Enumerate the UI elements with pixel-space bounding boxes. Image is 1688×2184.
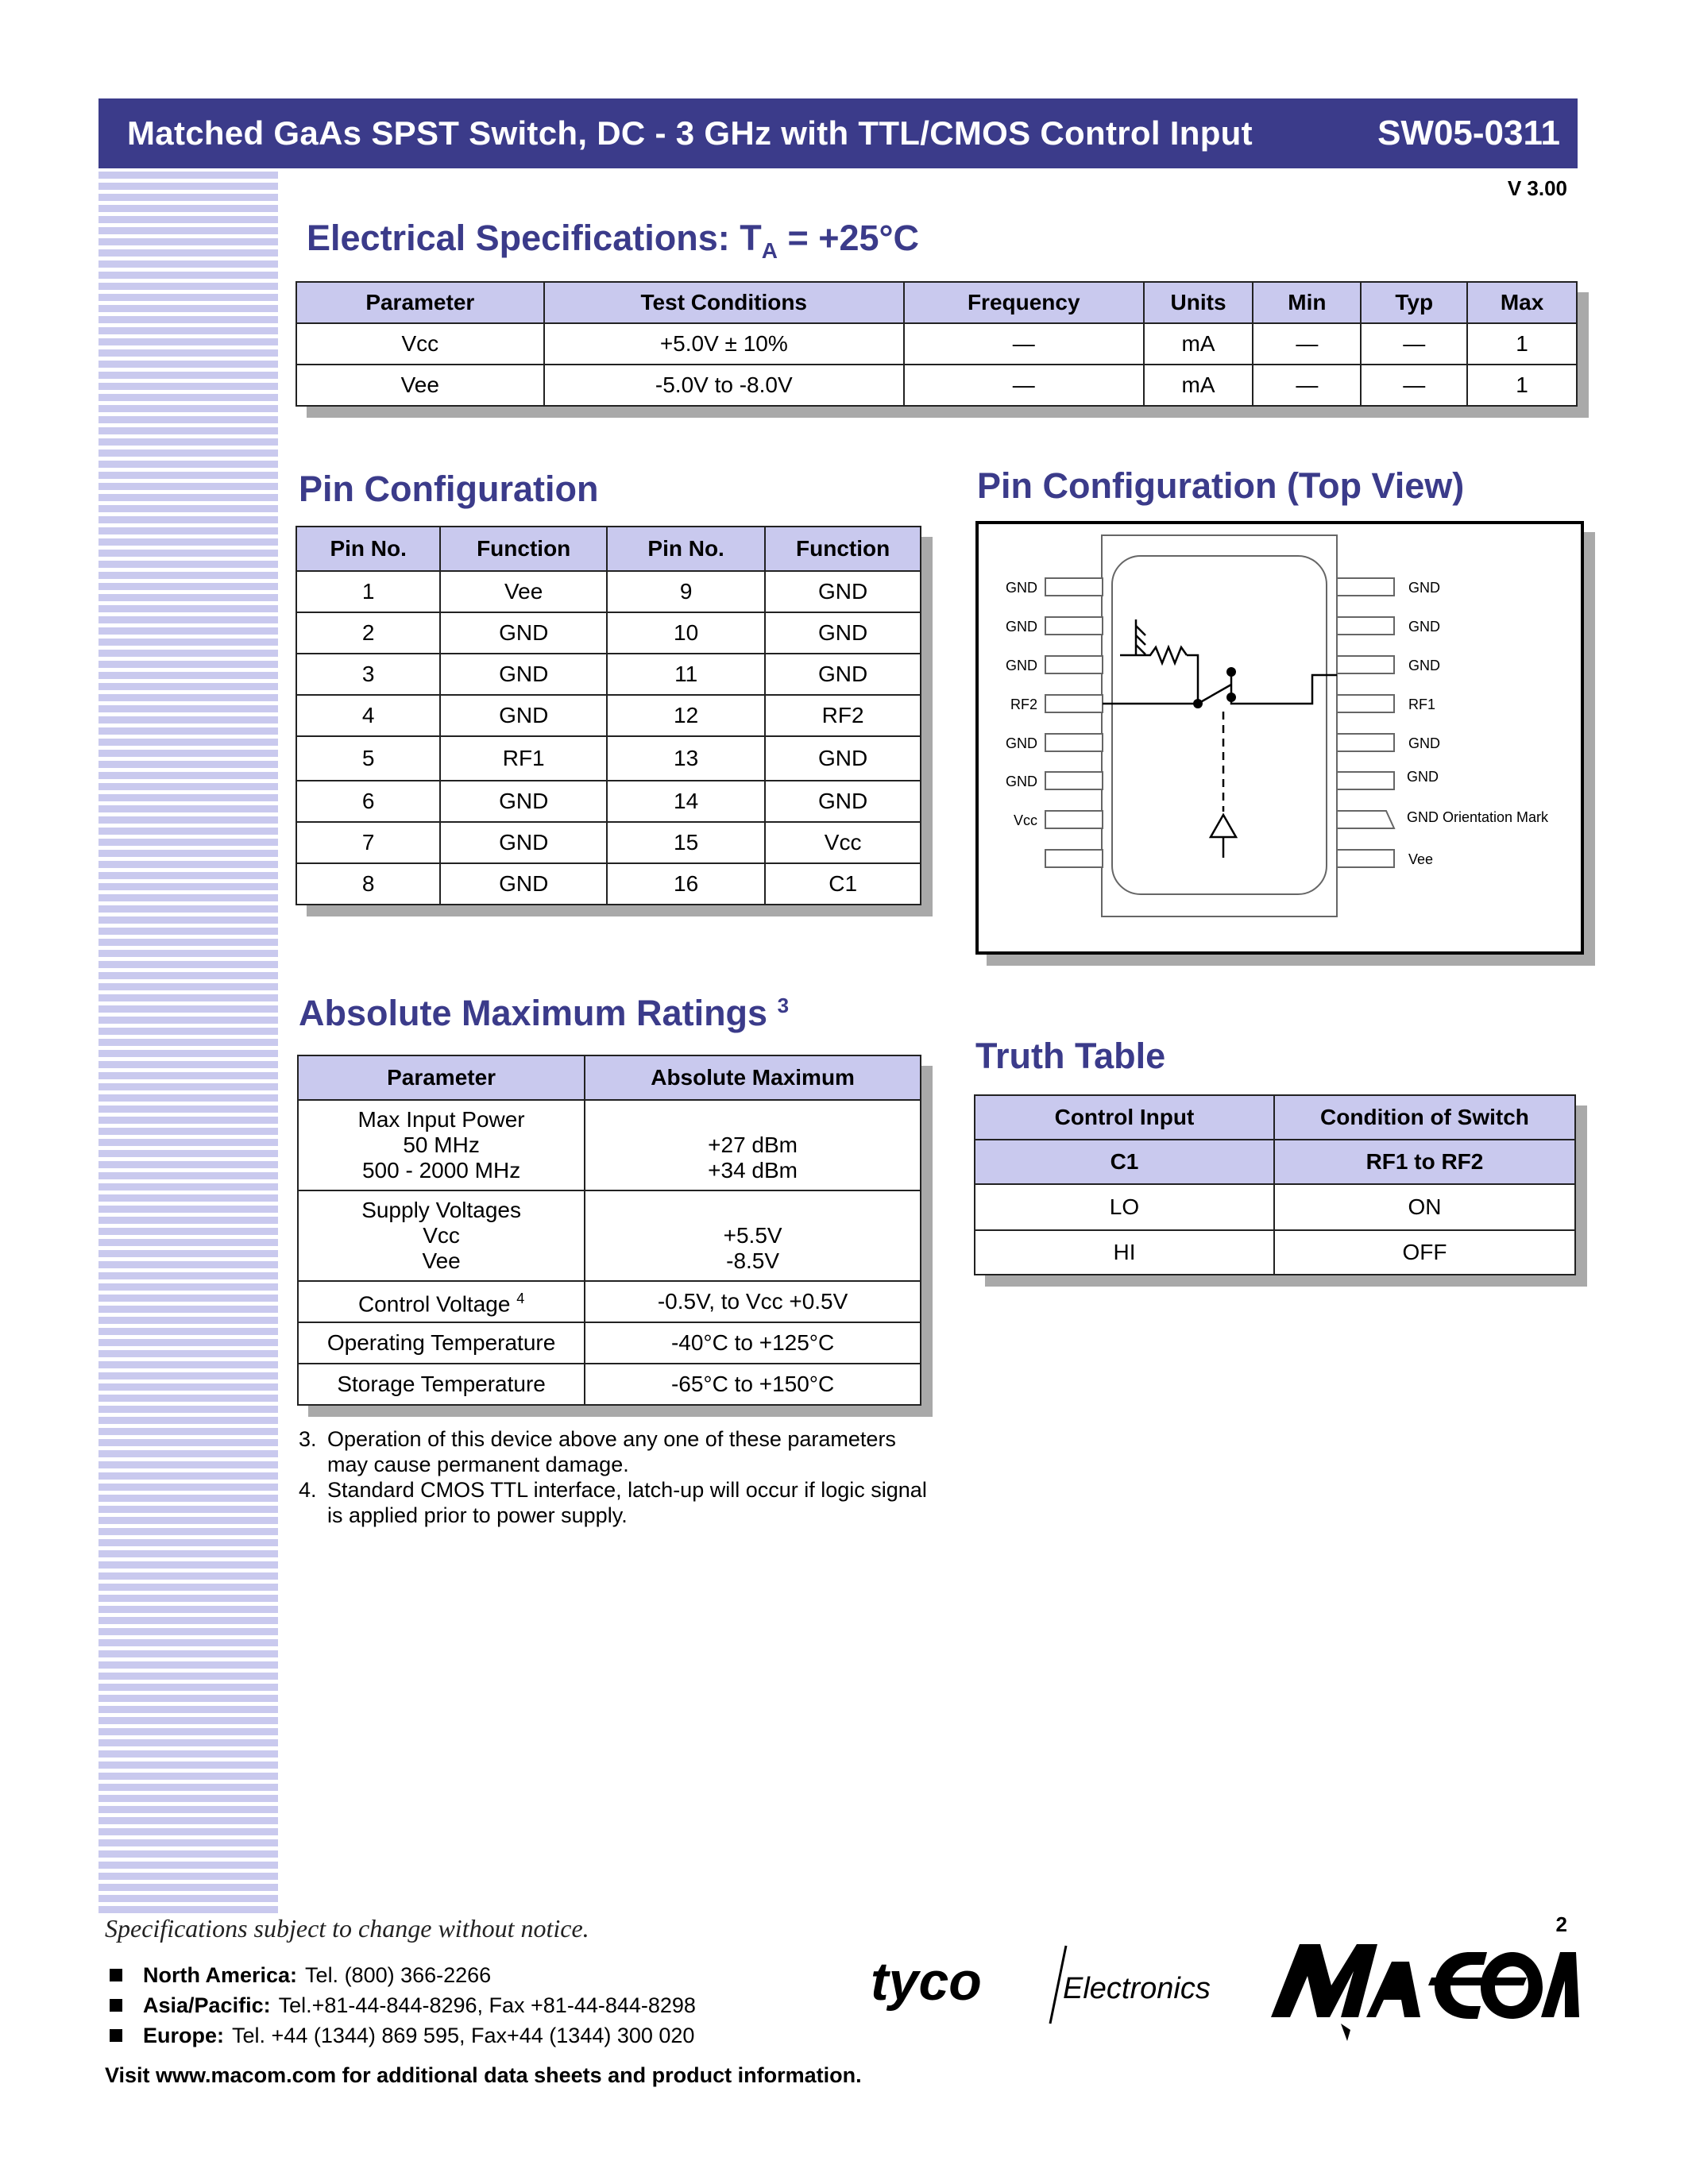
- table-cell: 5: [296, 736, 440, 781]
- pin-label: Vcc: [1014, 812, 1038, 828]
- table-cell: 6: [296, 781, 440, 822]
- column-header: Parameter: [296, 282, 544, 323]
- truth-table: [974, 1094, 1576, 1275]
- bullet-icon: [110, 1999, 122, 2012]
- pin-label: GND: [1408, 580, 1440, 596]
- table-cell: Supply Voltages Vcc Vee: [298, 1190, 585, 1281]
- table-cell: HI: [975, 1230, 1274, 1275]
- table-row: [298, 1322, 921, 1364]
- table-header-row: [296, 527, 921, 571]
- pin-label: GND: [1408, 735, 1440, 751]
- table-row: [298, 1364, 921, 1405]
- footnotes: [299, 1426, 934, 1528]
- footnote: 4. Standard CMOS TTL interface, latch-up will occur if logic signal is applied prior to power supply.: [299, 1478, 927, 1527]
- table-cell: 1: [1467, 323, 1577, 365]
- switch-node: [1193, 699, 1203, 708]
- macom-logo: [1265, 1930, 1582, 2049]
- table-cell: GND: [765, 654, 921, 695]
- table-row: [296, 736, 921, 781]
- table-cell: Control Voltage $^4$: [298, 1281, 585, 1322]
- table-cell: +5.0V ± 10%: [544, 323, 904, 365]
- table-cell: RF2: [765, 695, 921, 736]
- table-cell: 1: [296, 571, 440, 612]
- pin-label: GND Orientation Mark: [1407, 809, 1549, 825]
- table-cell: Vcc: [296, 323, 544, 365]
- page-number: 2: [1555, 1912, 1567, 1936]
- table-row: [296, 781, 921, 822]
- table-cell: OFF: [1274, 1230, 1575, 1275]
- table-cell: -40°C to +125°C: [585, 1322, 921, 1364]
- contact-item: Asia/Pacific: Tel.+81-44-844-8296, Fax +81-44-844-8298: [110, 1990, 696, 2020]
- chip-schematic: [979, 524, 1581, 951]
- version-label: V 3.00: [1507, 176, 1567, 200]
- table-row: [975, 1184, 1575, 1230]
- pin-label: RF2: [1010, 696, 1038, 712]
- pin-diagram: [975, 521, 1584, 955]
- table-row: [296, 863, 921, 905]
- table-row: [296, 571, 921, 612]
- table-row: [296, 695, 921, 736]
- contact-item: North America: Tel. (800) 366-2266: [110, 1960, 696, 1990]
- table-cell: —: [904, 323, 1144, 365]
- table-cell: 15: [607, 822, 765, 863]
- table-cell: C1: [765, 863, 921, 905]
- column-header: Max: [1467, 282, 1577, 323]
- table-cell: —: [1253, 365, 1361, 406]
- table-cell: 13: [607, 736, 765, 781]
- abs-max-table: [297, 1055, 921, 1406]
- electrical-specs-table: [295, 281, 1578, 407]
- column-header: Control Input: [975, 1095, 1274, 1140]
- table-cell: 14: [607, 781, 765, 822]
- svg-text:tyco: tyco: [871, 1951, 982, 2012]
- right-pin-leads: [1337, 578, 1394, 867]
- part-number: SW05-0311: [1377, 114, 1560, 152]
- svg-text:Electronics: Electronics: [1063, 1972, 1211, 2005]
- header-bar: [98, 98, 1578, 168]
- table-cell: —: [904, 365, 1144, 406]
- table-cell: GND: [440, 781, 607, 822]
- table-row: [296, 612, 921, 654]
- column-header: Function: [765, 527, 921, 571]
- table-header-row: [975, 1095, 1575, 1140]
- pin-label: GND: [1408, 619, 1440, 635]
- table-row: [298, 1190, 921, 1281]
- electrical-specs-title: Electrical Specifications: $T_A = +25^\circ C$: [307, 218, 920, 263]
- column-header: Function: [440, 527, 607, 571]
- table-cell: C1: [975, 1140, 1274, 1184]
- table-cell: 12: [607, 695, 765, 736]
- table-subheader-row: [975, 1140, 1575, 1184]
- table-cell: GND: [440, 695, 607, 736]
- abs-max-title: Absolute Maximum Ratings $^3$: [299, 993, 790, 1033]
- footnote: 3. Operation of this device above any one of these parameters may cause permanent damage.: [299, 1427, 896, 1476]
- table-cell: ON: [1274, 1184, 1575, 1230]
- table-row: [296, 654, 921, 695]
- pin-label: RF1: [1408, 696, 1436, 712]
- pin-config-title: Pin Configuration: [299, 469, 599, 509]
- pin-label: GND: [1006, 619, 1037, 635]
- table-cell: +27 dBm +34 dBm: [585, 1100, 921, 1190]
- disclaimer: Specifications subject to change without notice.: [105, 1914, 589, 1943]
- table-cell: 8: [296, 863, 440, 905]
- table-cell: GND: [440, 822, 607, 863]
- table-cell: Vee: [440, 571, 607, 612]
- table-cell: mA: [1144, 323, 1253, 365]
- switch-node: [1226, 667, 1236, 677]
- table-cell: Vcc: [765, 822, 921, 863]
- table-row: [975, 1230, 1575, 1275]
- column-header: Test Conditions: [544, 282, 904, 323]
- table-cell: LO: [975, 1184, 1274, 1230]
- table-cell: Max Input Power 50 MHz 500 - 2000 MHz: [298, 1100, 585, 1190]
- pin-label: GND: [1408, 658, 1440, 673]
- table-cell: GND: [440, 863, 607, 905]
- column-header: Min: [1253, 282, 1361, 323]
- table-cell: 3: [296, 654, 440, 695]
- pin-config-table: [295, 526, 921, 905]
- table-cell: +5.5V -8.5V: [585, 1190, 921, 1281]
- table-row: [296, 365, 1577, 406]
- document-title: Matched GaAs SPST Switch, DC - 3 GHz with TTL/CMOS Control Input: [127, 114, 1253, 152]
- table-cell: 11: [607, 654, 765, 695]
- table-cell: GND: [765, 571, 921, 612]
- svg-text:M/A-COM: M/A-COM: [1265, 1930, 1269, 1931]
- bullet-icon: [110, 2029, 122, 2042]
- pin-label: GND: [1006, 774, 1037, 789]
- column-header: Condition of Switch: [1274, 1095, 1575, 1140]
- table-row: [296, 822, 921, 863]
- table-header-row: [296, 282, 1577, 323]
- table-cell: Vee: [296, 365, 544, 406]
- table-cell: GND: [765, 612, 921, 654]
- column-header: Frequency: [904, 282, 1144, 323]
- table-row: [298, 1281, 921, 1322]
- tyco-electronics-logo: [866, 1938, 1231, 2033]
- table-cell: mA: [1144, 365, 1253, 406]
- table-header-row: [298, 1055, 921, 1100]
- table-cell: 16: [607, 863, 765, 905]
- table-row: [298, 1100, 921, 1190]
- table-cell: -0.5V, to Vcc +0.5V: [585, 1281, 921, 1322]
- table-cell: RF1: [440, 736, 607, 781]
- table-cell: -5.0V to -8.0V: [544, 365, 904, 406]
- table-cell: 7: [296, 822, 440, 863]
- column-header: Units: [1144, 282, 1253, 323]
- table-cell: GND: [440, 612, 607, 654]
- top-view-title: Pin Configuration (Top View): [977, 465, 1465, 506]
- decorative-stripes: [98, 172, 278, 1917]
- table-cell: Storage Temperature: [298, 1364, 585, 1405]
- table-cell: 10: [607, 612, 765, 654]
- table-cell: 4: [296, 695, 440, 736]
- table-cell: —: [1361, 365, 1467, 406]
- left-pin-leads: [1045, 578, 1103, 867]
- table-cell: —: [1361, 323, 1467, 365]
- column-header: Pin No.: [607, 527, 765, 571]
- table-cell: -65°C to +150°C: [585, 1364, 921, 1405]
- column-header: Parameter: [298, 1055, 585, 1100]
- table-cell: GND: [765, 781, 921, 822]
- column-header: Absolute Maximum: [585, 1055, 921, 1100]
- pin-label: GND: [1006, 658, 1037, 673]
- pin-label: GND: [1407, 769, 1439, 785]
- contact-list: [110, 1960, 696, 2051]
- switch-node: [1226, 693, 1236, 702]
- table-row: [296, 323, 1577, 365]
- column-header: Typ: [1361, 282, 1467, 323]
- pin-label: GND: [1006, 580, 1037, 596]
- table-cell: 1: [1467, 365, 1577, 406]
- table-cell: —: [1253, 323, 1361, 365]
- visit-website-text: Visit www.macom.com for additional data sheets and product information.: [105, 2063, 862, 2087]
- pin-label: GND: [1006, 735, 1037, 751]
- table-cell: RF1 to RF2: [1274, 1140, 1575, 1184]
- table-cell: 2: [296, 612, 440, 654]
- table-cell: 9: [607, 571, 765, 612]
- bullet-icon: [110, 1969, 122, 1981]
- table-cell: GND: [440, 654, 607, 695]
- contact-item: Europe: Tel. +44 (1344) 869 595, Fax+44 (1344) 300 020: [110, 2020, 696, 2051]
- table-cell: Operating Temperature: [298, 1322, 585, 1364]
- pin-label: Vee: [1408, 851, 1434, 867]
- truth-table-title: Truth Table: [975, 1036, 1166, 1076]
- die-outline: [1112, 556, 1327, 894]
- column-header: Pin No.: [296, 527, 440, 571]
- table-cell: GND: [765, 736, 921, 781]
